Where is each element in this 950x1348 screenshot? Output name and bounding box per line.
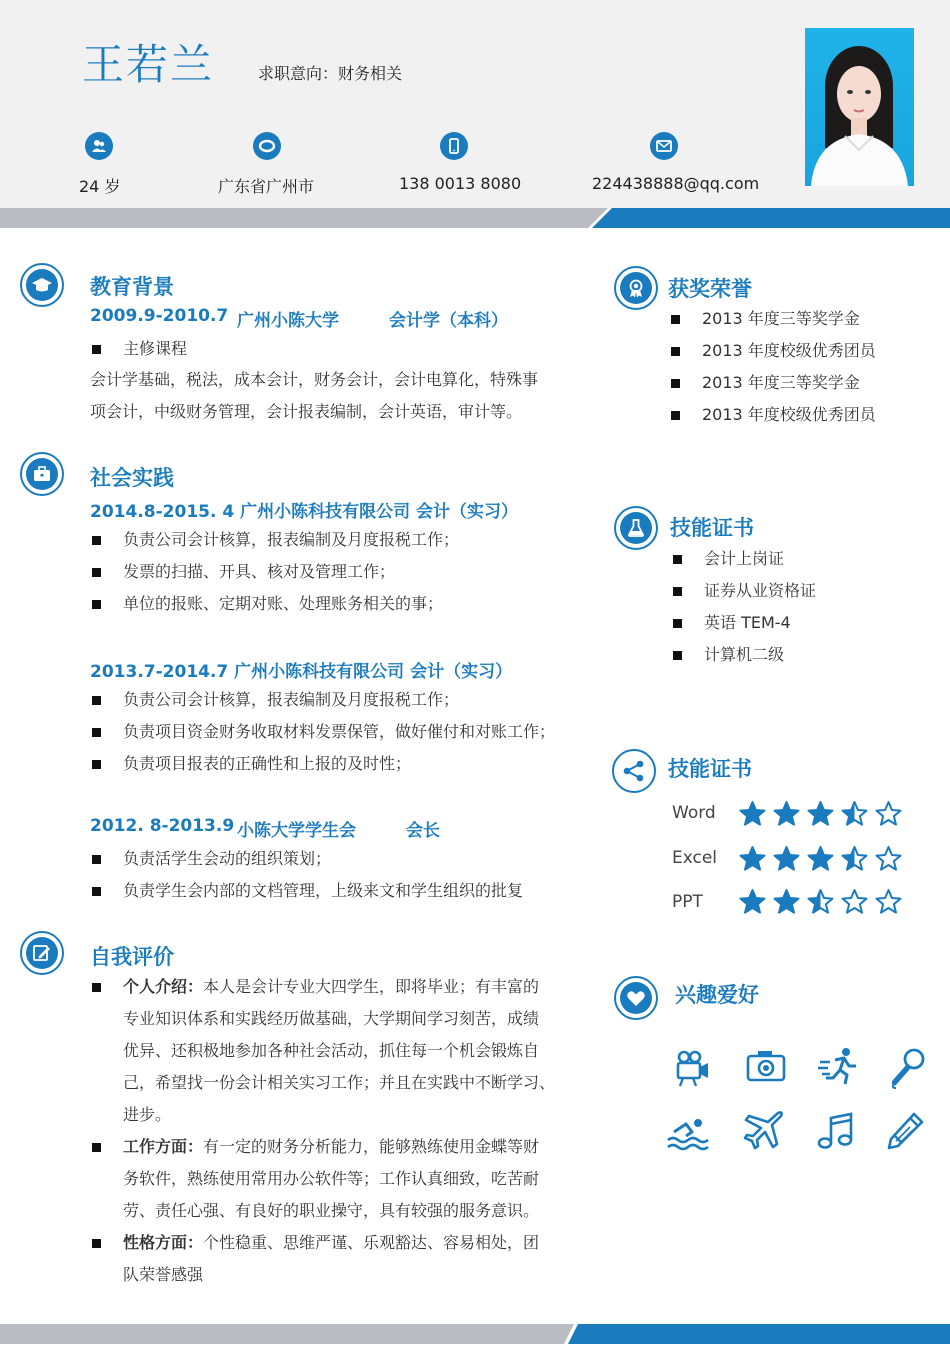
award-item: 2013 年度三等奖学金 bbox=[702, 373, 860, 392]
awards-section-icon bbox=[614, 266, 658, 310]
hobbies-section-icon bbox=[614, 976, 658, 1020]
char-line: 队荣誉感强 bbox=[123, 1265, 204, 1284]
job-item: 负责项目报表的正确性和上报的及时性； bbox=[123, 754, 412, 773]
cert-item: 证券从业资格证 bbox=[704, 581, 817, 600]
intro-label: 个人介绍： bbox=[123, 977, 204, 996]
job-item: 负责公司会计核算，报表编制及月度报税工作； bbox=[123, 690, 460, 709]
location-text: 广东省广州市 bbox=[218, 177, 315, 196]
phone-text: 138 0013 8080 bbox=[399, 174, 522, 193]
phone-icon bbox=[440, 132, 468, 160]
skill-rating bbox=[738, 888, 903, 916]
intro-line: 优异、还积极地参加各种社会活动，抓住每一个机会锻炼自 bbox=[123, 1041, 540, 1060]
bullet-marker bbox=[92, 1143, 101, 1152]
practice-section-icon bbox=[20, 452, 64, 496]
location-icon bbox=[253, 132, 281, 160]
certs-title: 技能证书 bbox=[670, 516, 754, 540]
education-section-icon bbox=[20, 263, 64, 307]
star-icon bbox=[840, 845, 869, 873]
user-icon bbox=[85, 132, 113, 160]
skill-label: Word bbox=[672, 803, 716, 823]
intro-line: 专业知识体系和实践经历做基础，大学期间学习刻苦，成绩 bbox=[123, 1009, 540, 1028]
cert-item: 会计上岗证 bbox=[704, 549, 785, 568]
star-icon bbox=[738, 888, 767, 916]
job-head: 2014.8-2015. 4 广州小陈科技有限公司 会计（实习） bbox=[90, 502, 519, 522]
work-line: 劳、责任心强、有良好的职业操守，具有较强的服务意识。 bbox=[123, 1201, 540, 1220]
profile-photo bbox=[805, 28, 914, 186]
star-icon bbox=[772, 845, 801, 873]
skill-label: Excel bbox=[672, 848, 718, 868]
footer-band bbox=[0, 1324, 950, 1344]
education-major: 会计学（本科） bbox=[389, 311, 508, 331]
divider-band bbox=[0, 208, 950, 228]
star-icon bbox=[874, 845, 903, 873]
education-school: 广州小陈大学 bbox=[237, 311, 339, 331]
skill-rating bbox=[738, 845, 903, 873]
job-role: 会长 bbox=[406, 821, 440, 841]
char-label: 性格方面： bbox=[123, 1233, 204, 1252]
work-line: 有一定的财务分析能力，能够熟练使用金蝶等财 bbox=[203, 1137, 540, 1156]
char-line: 个性稳重、思维严谨、乐观豁达、容易相处，团 bbox=[203, 1233, 540, 1252]
job-head bbox=[90, 816, 570, 841]
award-item: 2013 年度校级优秀团员 bbox=[702, 405, 876, 424]
job-org: 小陈大学学生会 bbox=[237, 821, 356, 841]
star-icon bbox=[806, 845, 835, 873]
star-icon bbox=[874, 888, 903, 916]
self-intro bbox=[123, 971, 593, 1131]
job-item: 负责活学生会动的组织策划； bbox=[123, 849, 332, 868]
star-icon bbox=[840, 800, 869, 828]
self-title: 自我评价 bbox=[90, 945, 174, 969]
job-intent: 求职意向：财务相关 bbox=[258, 64, 403, 83]
education-courses bbox=[90, 364, 590, 428]
intro-line: 进步。 bbox=[123, 1105, 172, 1124]
airplane-icon bbox=[742, 1108, 786, 1152]
music-note-icon bbox=[814, 1110, 858, 1154]
running-icon bbox=[816, 1044, 860, 1088]
education-head bbox=[90, 306, 570, 331]
pencil-icon bbox=[884, 1108, 928, 1152]
intro-line: 己，希望找一份会计相关实习工作；并且在实践中不断学习、 bbox=[123, 1073, 556, 1092]
video-camera-icon bbox=[670, 1046, 714, 1090]
education-bullet: 主修课程 bbox=[123, 339, 188, 358]
star-icon bbox=[772, 800, 801, 828]
bullet-marker bbox=[92, 983, 101, 992]
camera-icon bbox=[744, 1044, 788, 1088]
bullet-marker bbox=[92, 1239, 101, 1248]
job-item: 单位的报账、定期对账、处理账务相关的事； bbox=[123, 594, 444, 613]
certs-section-icon bbox=[614, 506, 658, 550]
award-item: 2013 年度三等奖学金 bbox=[702, 309, 860, 328]
practice-title: 社会实践 bbox=[90, 466, 174, 490]
self-character bbox=[123, 1227, 593, 1284]
skill-rating bbox=[738, 800, 903, 828]
self-section-icon bbox=[20, 931, 64, 975]
award-item: 2013 年度校级优秀团员 bbox=[702, 341, 876, 360]
age-text: 24 岁 bbox=[79, 177, 121, 196]
job-item: 发票的扫描、开具、核对及管理工作； bbox=[123, 562, 396, 581]
star-icon bbox=[840, 888, 869, 916]
job-item: 负责学生会内部的文档管理，上级来文和学生组织的批复 bbox=[123, 881, 524, 900]
work-line: 务软件，熟练使用常用办公软件等；工作认真细致，吃苦耐 bbox=[123, 1169, 540, 1188]
swimming-icon bbox=[666, 1110, 710, 1154]
skills-section-icon bbox=[612, 749, 656, 793]
microphone-icon bbox=[886, 1046, 930, 1090]
star-icon bbox=[772, 888, 801, 916]
candidate-name: 王若兰 bbox=[82, 40, 215, 89]
intro-line: 本人是会计专业大四学生，即将毕业；有丰富的 bbox=[203, 977, 540, 996]
job-head: 2013.7-2014.7 广州小陈科技有限公司 会计（实习） bbox=[90, 662, 513, 682]
education-title: 教育背景 bbox=[90, 275, 174, 299]
star-icon bbox=[738, 800, 767, 828]
awards-title: 获奖荣誉 bbox=[668, 277, 752, 301]
self-work bbox=[123, 1131, 593, 1227]
cert-item: 计算机二级 bbox=[704, 645, 785, 664]
job-period: 2012. 8-2013.9 bbox=[90, 816, 235, 836]
email-icon bbox=[650, 132, 678, 160]
star-icon bbox=[874, 800, 903, 828]
work-label: 工作方面： bbox=[123, 1137, 204, 1156]
star-icon bbox=[806, 888, 835, 916]
star-icon bbox=[806, 800, 835, 828]
skill-label: PPT bbox=[672, 892, 703, 912]
email-text: 224438888@qq.com bbox=[592, 174, 760, 193]
skills-title: 技能证书 bbox=[668, 757, 752, 781]
hobbies-title: 兴趣爱好 bbox=[675, 983, 759, 1007]
cert-item: 英语 TEM-4 bbox=[704, 613, 791, 632]
job-item: 负责项目资金财务收取材料发票保管，做好催付和对账工作； bbox=[123, 722, 556, 741]
education-period: 2009.9-2010.7 bbox=[90, 306, 229, 326]
courses-line: 项会计，中级财务管理，会计报表编制，会计英语，审计等。 bbox=[90, 402, 523, 421]
job-item: 负责公司会计核算，报表编制及月度报税工作； bbox=[123, 530, 460, 549]
star-icon bbox=[738, 845, 767, 873]
courses-line: 会计学基础，税法，成本会计，财务会计，会计电算化，特殊事 bbox=[90, 370, 539, 389]
